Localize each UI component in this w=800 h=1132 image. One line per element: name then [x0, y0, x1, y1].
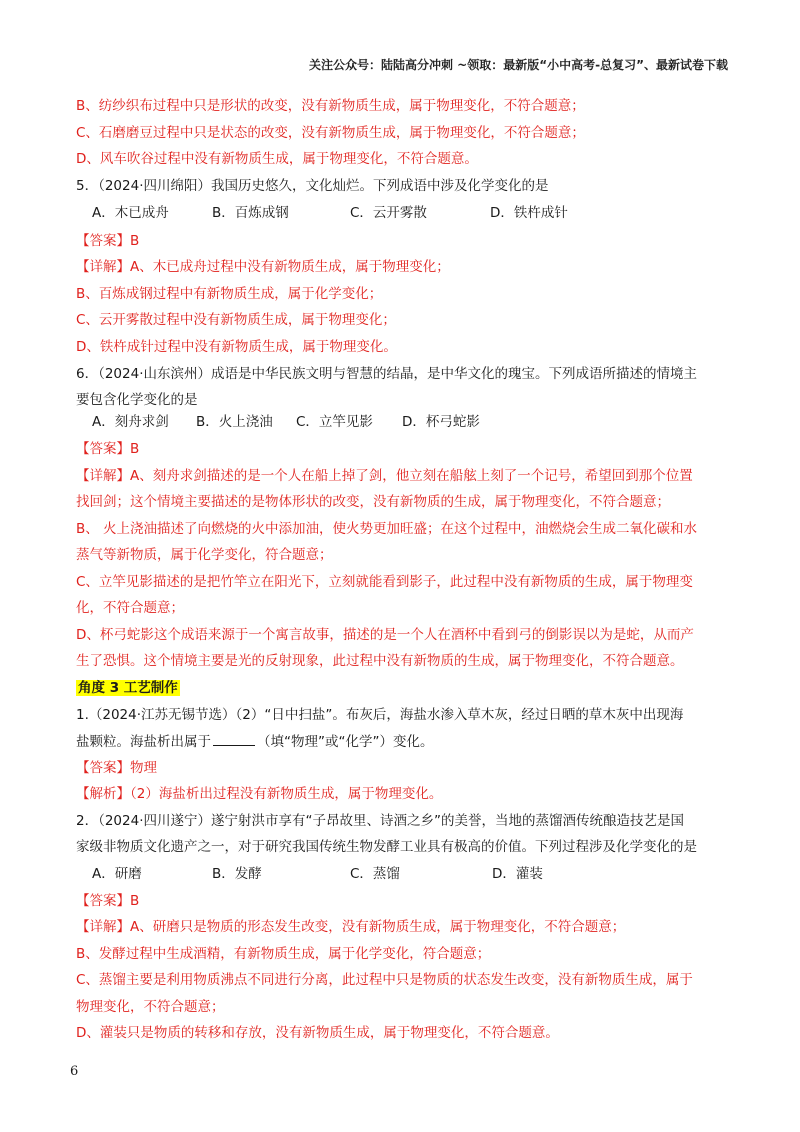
s1-answer: 【答案】物理 [76, 760, 157, 776]
q6-detail-line4: 蒸气等新物质，属于化学变化，符合题意； [76, 547, 333, 563]
s2-detail-line3: C、蒸馏主要是利用物质沸点不同进行分离，此过程中只是物质的状态发生改变，没有新物质生成，属于 [76, 972, 693, 988]
s2-option-a: A．研磨 [92, 866, 142, 882]
s1-stem-after-blank: （填“物理”或“化学”）变化。 [257, 734, 434, 750]
q6-detail-line2: 找回剑；这个情境主要描述的是物体形状的改变，没有新物质的生成，属于物理变化，不符合题意； [76, 494, 670, 510]
q6-detail-line3: B、 火上浇油描述了向燃烧的火中添加油，使火势更加旺盛；在这个过程中，油燃烧会生成二氧化碳和水 [76, 521, 698, 537]
prev-detail-c: C、石磨磨豆过程中只是状态的改变，没有新物质生成，属于物理变化，不符合题意； [76, 125, 585, 141]
q5-detail-a: 【详解】A、木已成舟过程中没有新物质生成，属于物理变化； [76, 259, 450, 275]
s1-analysis: 【解析】（2）海盐析出过程没有新物质生成，属于物理变化。 [76, 786, 443, 802]
q5-detail-c: C、云开雾散过程中没有新物质生成，属于物理变化； [76, 312, 396, 328]
page-header: 关注公众号：陆陆高分冲刺 ~领取：最新版“小中高考-总复习”、最新试卷下载 [309, 58, 728, 72]
section-heading [76, 678, 180, 698]
q5-option-c: C．云开雾散 [350, 205, 427, 221]
q6-detail-line6: 化，不符合题意； [76, 600, 184, 616]
s1-stem-line2 [76, 731, 433, 752]
s1-stem-before-blank: 盐颗粒。海盐析出属于 [76, 734, 211, 750]
q6-option-d: D．杯弓蛇影 [402, 414, 480, 430]
s2-answer: 【答案】B [76, 893, 140, 909]
q6-detail-line1: 【详解】A、刻舟求剑描述的是一个人在船上掉了剑，他立刻在船舷上刻了一个记号，希望回到那个位置 [76, 468, 693, 484]
q5-option-d: D．铁杵成针 [490, 205, 568, 221]
page-number: 6 [70, 1064, 79, 1079]
q6-detail-line5: C、立竿见影描述的是把竹竿立在阳光下，立刻就能看到影子，此过程中没有新物质的生成，属于物理变 [76, 574, 693, 590]
s1-answer-blank [213, 731, 255, 746]
s2-option-c: C．蒸馏 [350, 866, 400, 882]
s2-option-b: B．发酵 [212, 866, 262, 882]
q5-detail-d: D、铁杵成针过程中没有新物质生成，属于物理变化。 [76, 339, 397, 355]
s2-stem-line2: 家级非物质文化遗产之一，对于研究我国传统生物发酵工业具有极高的价值。下列过程涉及化学变化的是 [76, 839, 697, 855]
q5-option-b: B．百炼成钢 [212, 205, 289, 221]
q5-detail-b: B、百炼成钢过程中有新物质生成，属于化学变化； [76, 286, 383, 302]
s2-detail-line1: 【详解】A、研磨只是物质的形态发生改变，没有新物质生成，属于物理变化，不符合题意； [76, 919, 626, 935]
q5-option-a: A．木已成舟 [92, 205, 169, 221]
q5-answer: 【答案】B [76, 233, 140, 249]
q6-option-a: A．刻舟求剑 [92, 414, 169, 430]
q6-stem-line2: 要包含化学变化的是 [76, 392, 198, 408]
s2-detail-line2: B、发酵过程中生成酒精，有新物质生成，属于化学变化，符合题意； [76, 946, 491, 962]
q5-stem: 5．（2024·四川绵阳）我国历史悠久，文化灿烂。下列成语中涉及化学变化的是 [76, 178, 549, 194]
prev-detail-b: B、纺纱织布过程中只是形状的改变，没有新物质生成，属于物理变化，不符合题意； [76, 98, 585, 114]
q6-option-b: B．火上浇油 [196, 414, 273, 430]
s1-stem-line1: 1.（2024·江苏无锡节选）（2）“日中扫盐”。布灰后，海盐水渗入草木灰，经过日晒的草木灰中出现海 [76, 707, 684, 723]
q6-options [92, 412, 692, 432]
q6-detail-line8: 生了恐惧。这个情境主要是光的反射现象，此过程中没有新物质的生成，属于物理变化，不符合题意。 [76, 653, 684, 669]
s2-detail-line5: D、灌装只是物质的转移和存放，没有新物质生成，属于物理变化，不符合题意。 [76, 1025, 559, 1041]
q5-options [92, 203, 692, 223]
q6-option-c: C．立竿见影 [296, 414, 373, 430]
q6-answer: 【答案】B [76, 441, 140, 457]
section-heading-label: 角度 3 工艺制作 [78, 680, 178, 696]
q6-detail-line7: D、杯弓蛇影这个成语来源于一个寓言故事，描述的是一个人在酒杯中看到弓的倒影误以为是蛇，从而产 [76, 627, 694, 643]
s2-option-d: D．灌装 [492, 866, 543, 882]
q6-stem-line1: 6．（2024·山东滨州）成语是中华民族文明与智慧的结晶，是中华文化的瑰宝。下列成语所描述的情境主 [76, 366, 697, 382]
prev-detail-d: D、风车吹谷过程中没有新物质生成，属于物理变化，不符合题意。 [76, 151, 478, 167]
s2-detail-line4: 物理变化，不符合题意； [76, 999, 225, 1015]
s2-stem-line1: 2．（2024·四川遂宁）遂宁射洪市享有“子昂故里、诗酒之乡”的美誉，当地的蒸馏酒传统酿造技艺是国 [76, 813, 684, 829]
s2-options [92, 864, 692, 884]
